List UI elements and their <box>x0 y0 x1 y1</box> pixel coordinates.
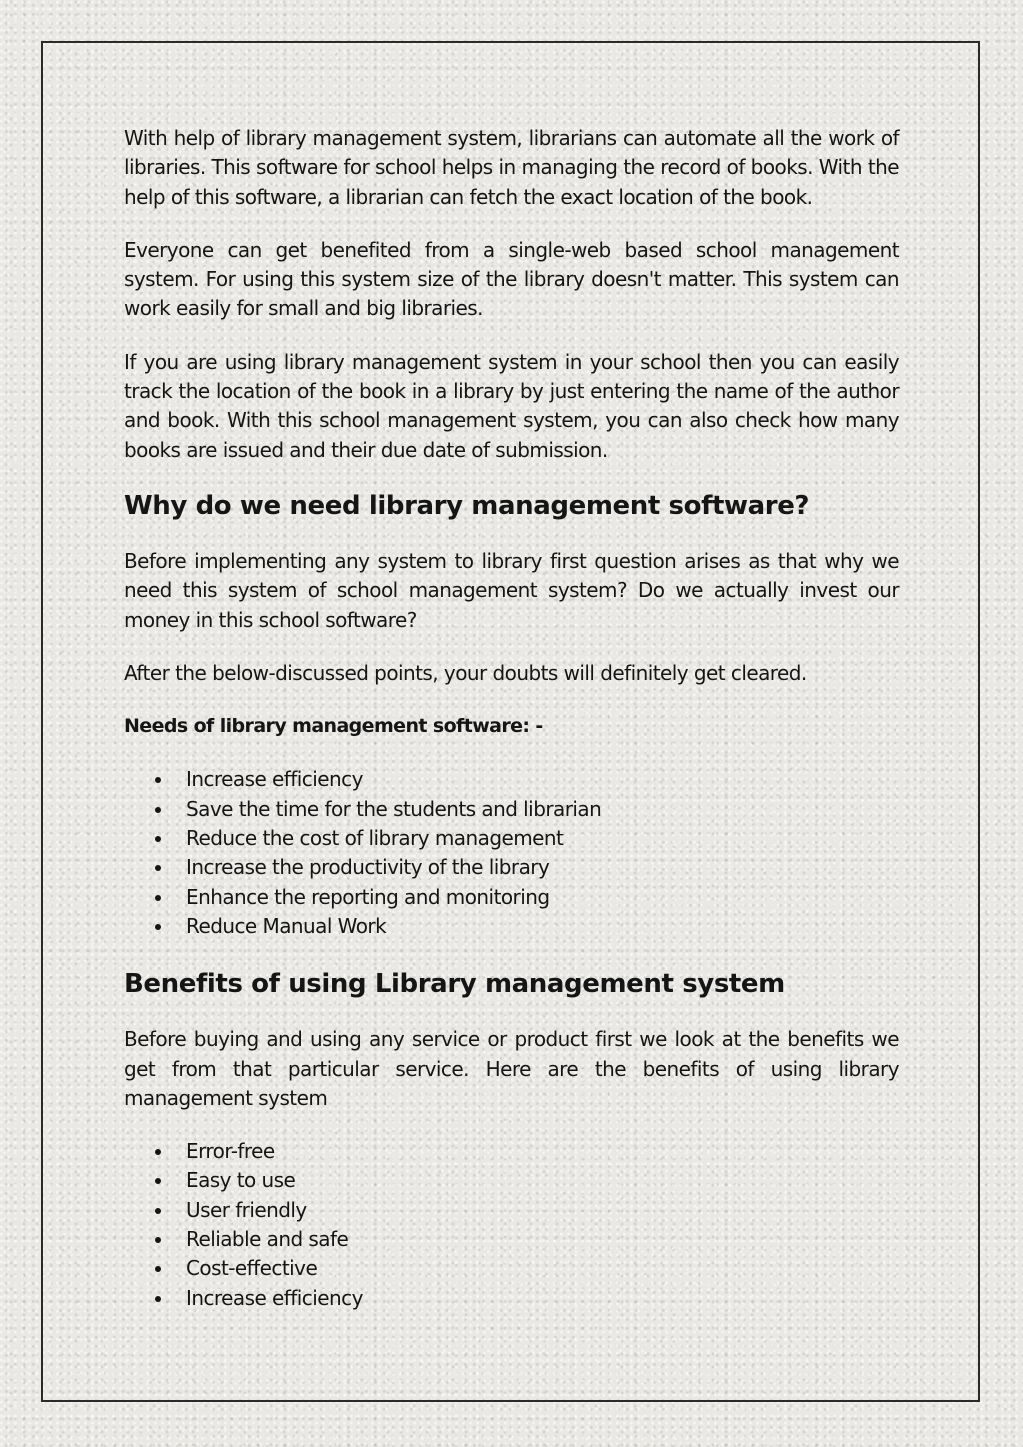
list-item <box>124 1225 899 1254</box>
intro-paragraph-2: Everyone can get benefited from a single-web based school management system. For using this system size of the library doesn't matter. This system can work easily for small and big libraries. <box>124 237 899 321</box>
intro-paragraph-3: If you are using library management system in your school then you can easily track the location of the book in a library by just entering the name of the author and book. With this school management system, you can also check how many books are issued and their due date of submission. <box>124 349 899 462</box>
list-item-text: User friendly <box>186 1197 307 1222</box>
bullet-icon <box>155 924 161 930</box>
bullet-icon <box>155 836 161 842</box>
list-item-text: Save the time for the students and librarian <box>186 796 602 821</box>
list-item <box>124 765 899 794</box>
benefits-paragraph-1: Before buying and using any service or product first we look at the benefits we get from that particular service. Here are the benefits of using library management system <box>124 1027 899 1110</box>
why-heading: Why do we need library management software? <box>124 490 810 521</box>
intro-paragraph-1: With help of library management system, librarians can automate all the work of libraries. This software for school helps in managing the record of books. With the help of this software, a librarian can fetch the exact location of the book. <box>124 126 899 209</box>
document-body <box>124 124 899 1339</box>
list-item-text: Increase efficiency <box>186 1285 363 1310</box>
why-paragraph-2: After the below-discussed points, your doubts will definitely get cleared. <box>124 660 807 685</box>
list-item <box>124 912 899 941</box>
needs-list <box>124 765 899 941</box>
list-item-text: Reliable and safe <box>186 1227 349 1252</box>
benefits-list <box>124 1137 899 1313</box>
list-item-text: Increase the productivity of the library <box>186 855 550 880</box>
list-item <box>124 1166 899 1195</box>
bullet-icon <box>155 895 161 901</box>
list-item <box>124 883 899 912</box>
list-item-text: Increase efficiency <box>186 767 363 792</box>
needs-subheading: Needs of library management software: - <box>124 715 543 738</box>
bullet-icon <box>155 1208 161 1214</box>
list-item-text: Reduce Manual Work <box>186 913 387 938</box>
why-paragraph-1: Before implementing any system to library first question arises as that why we need this system of school management system? Do we actually invest our money in this school software? <box>124 548 899 632</box>
list-item <box>124 1254 899 1283</box>
list-item <box>124 1284 899 1313</box>
list-item <box>124 795 899 824</box>
bullet-icon <box>155 1296 161 1302</box>
bullet-icon <box>155 1178 161 1184</box>
benefits-heading: Benefits of using Library management system <box>124 969 785 1000</box>
list-item <box>124 1137 899 1166</box>
bullet-icon <box>155 1266 161 1272</box>
list-item-text: Enhance the reporting and monitoring <box>186 884 550 909</box>
list-item-text: Reduce the cost of library management <box>186 826 564 851</box>
list-item <box>124 1196 899 1225</box>
list-item <box>124 853 899 882</box>
bullet-icon <box>155 1149 161 1155</box>
bullet-icon <box>155 1237 161 1243</box>
list-item <box>124 824 899 853</box>
bullet-icon <box>155 777 161 783</box>
list-item-text: Error-free <box>186 1139 275 1164</box>
bullet-icon <box>155 865 161 871</box>
list-item-text: Cost-effective <box>186 1256 318 1281</box>
bullet-icon <box>155 807 161 813</box>
list-item-text: Easy to use <box>186 1168 296 1193</box>
